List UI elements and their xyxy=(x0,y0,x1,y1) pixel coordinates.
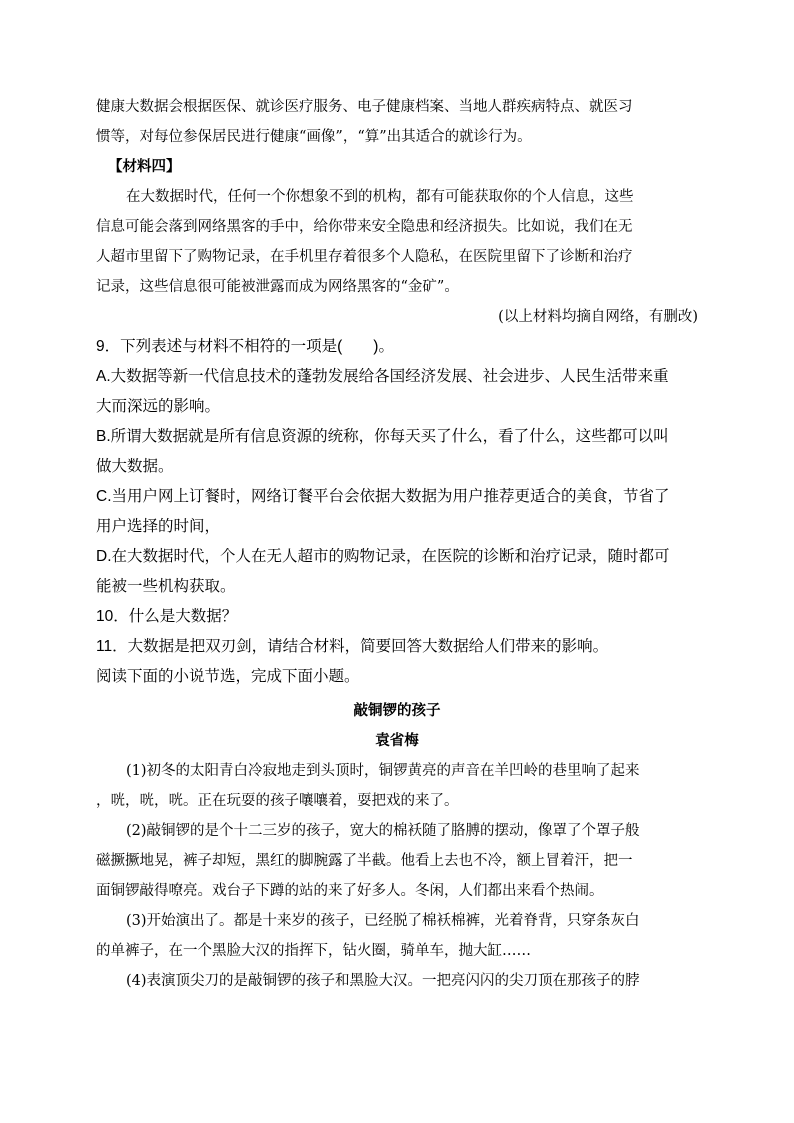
question-9-option-c-line-1: C.当用户网上订餐时，网络订餐平台会依据大数据为用户推荐更适合的美食，节省了 xyxy=(96,488,670,505)
question-9-option-c-line-2: 用户选择的时间， xyxy=(96,518,221,535)
question-9-option-d-line-1: D.在大数据时代，个人在无人超市的购物记录，在医院的诊断和治疗记录，随时都可 xyxy=(96,548,670,565)
question-9-option-a-line-1: A.大数据等新一代信息技术的蓬勃发展给各国经济发展、社会进步、人民生活带来重 xyxy=(96,368,669,385)
question-11: 11．大数据是把双刃剑，请结合材料，简要回答大数据给人们带来的影响。 xyxy=(96,638,609,655)
question-10: 10．什么是大数据？ xyxy=(96,608,238,625)
question-9-stem: 9．下列表述与材料不相符的一项是( )。 xyxy=(96,338,394,355)
material4-line-4: 记录，这些信息很可能被泄露而成为网络黑客的“金矿”。 xyxy=(96,279,459,295)
question-9-option-b-line-2: 做大数据。 xyxy=(96,458,174,475)
question-9-option-b-line-1: B.所谓大数据就是所有信息资源的统称，你每天买了什么，看了什么，这些都可以叫 xyxy=(96,428,669,445)
material-source-note: (以上材料均摘自网络，有删改) xyxy=(498,309,698,325)
material4-heading: 【材料四】 xyxy=(108,158,181,175)
reading-intro: 阅读下面的小说节选，完成下面小题。 xyxy=(96,668,360,685)
document-page xyxy=(96,92,698,996)
story-paragraph-2-line-3: 面铜锣敲得嘹亮。戏台子下蹲的站的来了好多人。冬闲，人们都出来看个热闹。 xyxy=(96,883,604,899)
material4-line-3: 人超市里留下了购物记录，在手机里存着很多个人隐私，在医院里留下了诊断和治疗 xyxy=(96,249,633,265)
story-paragraph-4-line-1: (4)表演顶尖刀的是敲铜锣的孩子和黑脸大汉。一把亮闪闪的尖刀顶在那孩子的脖 xyxy=(126,973,640,989)
material3-line-1: 健康大数据会根据医保、就诊医疗服务、电子健康档案、当地人群疾病特点、就医习 xyxy=(96,99,633,115)
story-paragraph-3-line-2: 的单裤子，在一个黑脸大汉的指挥下，钻火圈，骑单车，抛大缸…… xyxy=(96,943,531,959)
story-paragraph-3-line-1: (3)开始演出了。都是十来岁的孩子，已经脱了棉袄棉裤，光着脊背，只穿条灰白 xyxy=(126,913,640,929)
story-author: 袁省梅 xyxy=(375,732,419,749)
material3-line-2: 惯等，对每位参保居民进行健康“画像”，“算”出其适合的就诊行为。 xyxy=(96,129,532,145)
story-paragraph-2-line-2: 磁撅撅地晃，裤子却短，黑红的脚腕露了半截。他看上去也不冷，额上冒着汗，把一 xyxy=(96,853,633,869)
material4-line-1: 在大数据时代，任何一个你想象不到的机构，都有可能获取你的个人信息，这些 xyxy=(126,189,634,205)
story-paragraph-1-line-2: ，咣，咣，咣。正在玩耍的孩子嚷嚷着，耍把戏的来了。 xyxy=(96,793,459,809)
story-paragraph-2-line-1: (2)敲铜锣的是个十二三岁的孩子，宽大的棉袄随了胳膊的摆动，像罩了个罩子般 xyxy=(126,823,640,839)
question-9-option-d-line-2: 能被一些机构获取。 xyxy=(96,578,236,595)
material4-line-2: 信息可能会落到网络黑客的手中，给你带来安全隐患和经济损失。比如说，我们在无 xyxy=(96,219,633,235)
story-paragraph-1-line-1: (1)初冬的太阳青白冷寂地走到头顶时，铜锣黄亮的声音在羊凹岭的巷里响了起来 xyxy=(126,763,640,779)
question-9-option-a-line-2: 大而深远的影响。 xyxy=(96,398,221,415)
story-title: 敲铜锣的孩子 xyxy=(353,702,441,719)
